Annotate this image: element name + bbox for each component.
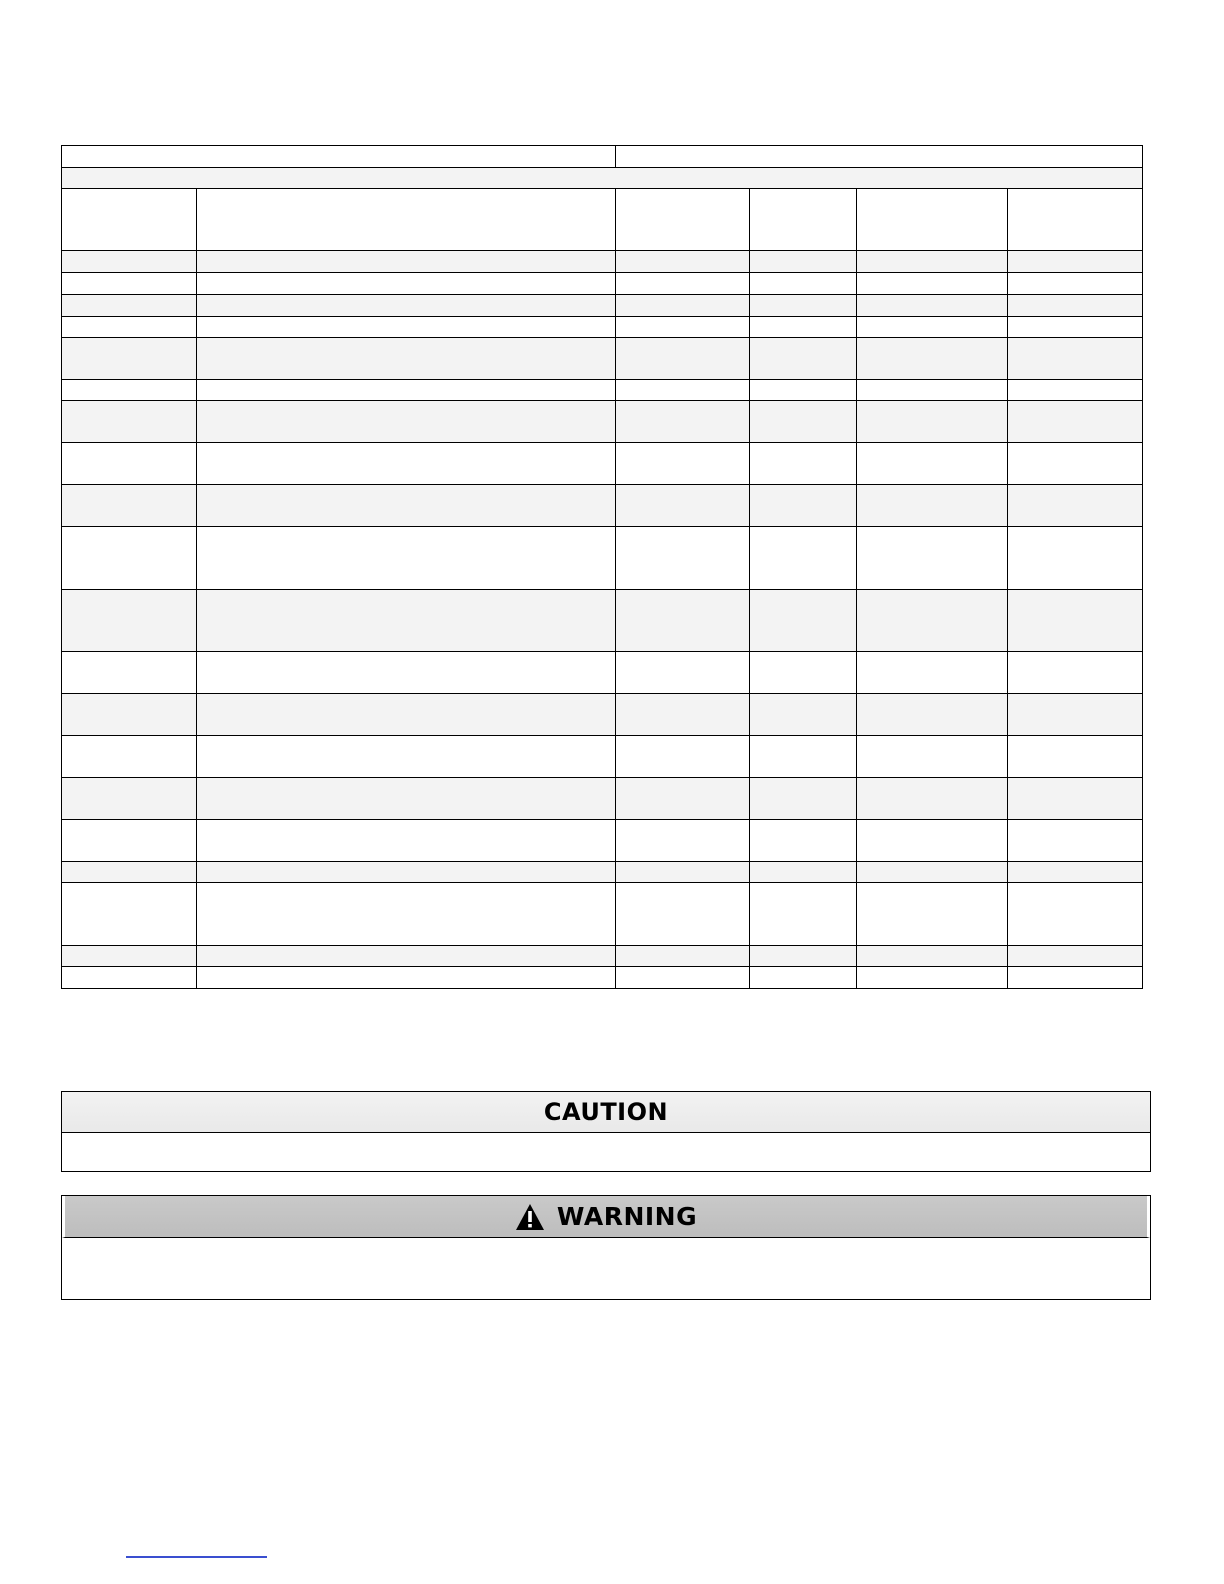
table-cell — [750, 652, 857, 694]
table-cell — [616, 443, 750, 485]
table-cell — [62, 189, 197, 251]
table-cell — [197, 883, 616, 946]
warning-notice — [61, 1195, 1151, 1300]
table-cell — [750, 883, 857, 946]
table-cell — [62, 485, 197, 527]
table-row — [62, 946, 1143, 967]
table-cell — [1008, 862, 1143, 883]
table-cell — [62, 168, 1143, 189]
table-cell — [62, 946, 197, 967]
table-row — [62, 443, 1143, 485]
table-cell — [750, 946, 857, 967]
table-cell — [197, 967, 616, 989]
table-cell — [616, 778, 750, 820]
table-cell — [1008, 317, 1143, 338]
table-cell — [616, 380, 750, 401]
table-cell — [616, 401, 750, 443]
table-body — [62, 146, 1143, 989]
table-cell — [1008, 401, 1143, 443]
table-row — [62, 736, 1143, 778]
table-cell — [62, 736, 197, 778]
table-cell — [857, 380, 1008, 401]
footer-link[interactable] — [126, 1556, 267, 1558]
caution-header — [62, 1092, 1150, 1133]
table-cell — [616, 694, 750, 736]
table-cell — [1008, 820, 1143, 862]
table-cell — [197, 590, 616, 652]
table-cell — [62, 380, 197, 401]
table-cell — [62, 338, 197, 380]
table-cell — [616, 273, 750, 295]
table-cell — [62, 778, 197, 820]
table-row — [62, 317, 1143, 338]
table-cell — [857, 443, 1008, 485]
table-cell — [62, 590, 197, 652]
table-cell — [857, 652, 1008, 694]
table-cell — [1008, 590, 1143, 652]
table-row — [62, 146, 1143, 168]
table-cell — [857, 820, 1008, 862]
table-cell — [1008, 189, 1143, 251]
table-cell — [197, 317, 616, 338]
table-cell — [857, 189, 1008, 251]
table-cell — [857, 778, 1008, 820]
warning-triangle-icon — [515, 1203, 545, 1231]
table-cell — [197, 778, 616, 820]
table-cell — [616, 652, 750, 694]
table-cell — [62, 401, 197, 443]
table-cell — [1008, 295, 1143, 317]
table-cell — [616, 590, 750, 652]
table-cell — [197, 946, 616, 967]
table-cell — [750, 862, 857, 883]
table-cell — [857, 401, 1008, 443]
table-cell — [616, 527, 750, 590]
table-cell — [857, 967, 1008, 989]
warning-body — [62, 1238, 1150, 1299]
table-cell — [750, 967, 857, 989]
caution-body — [62, 1133, 1150, 1172]
table-cell — [857, 295, 1008, 317]
table-row — [62, 862, 1143, 883]
table-cell — [616, 883, 750, 946]
table-cell — [62, 273, 197, 295]
table-cell — [197, 862, 616, 883]
table-cell — [197, 694, 616, 736]
table-cell — [750, 273, 857, 295]
table-cell — [197, 485, 616, 527]
warning-header — [62, 1196, 1150, 1238]
table-cell — [616, 820, 750, 862]
table-row — [62, 251, 1143, 273]
table-cell — [857, 317, 1008, 338]
table-cell — [1008, 967, 1143, 989]
table-cell — [750, 694, 857, 736]
table-cell — [197, 251, 616, 273]
table-row — [62, 401, 1143, 443]
table-cell — [616, 146, 1143, 168]
table-cell — [750, 590, 857, 652]
table-cell — [62, 862, 197, 883]
table-cell — [1008, 778, 1143, 820]
table-cell — [857, 946, 1008, 967]
table-cell — [857, 694, 1008, 736]
table-cell — [1008, 443, 1143, 485]
table-cell — [857, 736, 1008, 778]
table-row — [62, 652, 1143, 694]
table-cell — [616, 967, 750, 989]
table-cell — [62, 527, 197, 590]
table-cell — [1008, 273, 1143, 295]
table-cell — [62, 694, 197, 736]
table-cell — [616, 295, 750, 317]
table-cell — [616, 736, 750, 778]
table-cell — [750, 443, 857, 485]
table-cell — [197, 189, 616, 251]
table-row — [62, 820, 1143, 862]
table-cell — [197, 380, 616, 401]
table-row — [62, 485, 1143, 527]
table-cell — [750, 820, 857, 862]
table-cell — [750, 317, 857, 338]
table-cell — [857, 590, 1008, 652]
table-cell — [197, 273, 616, 295]
table-cell — [62, 317, 197, 338]
table-cell — [1008, 380, 1143, 401]
table-cell — [1008, 883, 1143, 946]
table-cell — [197, 295, 616, 317]
table-cell — [857, 251, 1008, 273]
table-cell — [616, 862, 750, 883]
table-cell — [616, 251, 750, 273]
table-row — [62, 380, 1143, 401]
table-cell — [62, 443, 197, 485]
table-row — [62, 338, 1143, 380]
table-cell — [750, 251, 857, 273]
table-row — [62, 168, 1143, 189]
table-cell — [750, 380, 857, 401]
table-cell — [62, 820, 197, 862]
table-cell — [750, 736, 857, 778]
table-cell — [616, 189, 750, 251]
table-cell — [1008, 485, 1143, 527]
warning-title: WARNING — [556, 1202, 698, 1231]
table-cell — [62, 652, 197, 694]
table-cell — [197, 443, 616, 485]
table-row — [62, 967, 1143, 989]
table-cell — [62, 967, 197, 989]
table-cell — [197, 652, 616, 694]
table-cell — [1008, 652, 1143, 694]
table-cell — [1008, 251, 1143, 273]
table-cell — [197, 401, 616, 443]
table-cell — [750, 189, 857, 251]
table-cell — [62, 295, 197, 317]
table-row — [62, 273, 1143, 295]
table-cell — [857, 883, 1008, 946]
table-cell — [1008, 527, 1143, 590]
table-cell — [857, 862, 1008, 883]
table-cell — [750, 338, 857, 380]
table-cell — [197, 736, 616, 778]
table-cell — [857, 273, 1008, 295]
table-cell — [750, 401, 857, 443]
table-row — [62, 883, 1143, 946]
table-cell — [197, 338, 616, 380]
table-cell — [616, 317, 750, 338]
table-cell — [62, 251, 197, 273]
table-cell — [1008, 736, 1143, 778]
table-cell — [1008, 694, 1143, 736]
table-cell — [857, 485, 1008, 527]
table-cell — [197, 820, 616, 862]
table-cell — [62, 146, 616, 168]
table-cell — [1008, 338, 1143, 380]
table-cell — [857, 527, 1008, 590]
table-cell — [616, 946, 750, 967]
table-cell — [750, 295, 857, 317]
table-cell — [1008, 946, 1143, 967]
table-row — [62, 590, 1143, 652]
table-row — [62, 527, 1143, 590]
specifications-table — [61, 145, 1143, 989]
table-cell — [197, 527, 616, 590]
table-cell — [750, 778, 857, 820]
table-cell — [750, 485, 857, 527]
table-row — [62, 694, 1143, 736]
table-row — [62, 778, 1143, 820]
table-row — [62, 189, 1143, 251]
table-cell — [616, 485, 750, 527]
table-row — [62, 295, 1143, 317]
table-cell — [62, 883, 197, 946]
table-cell — [750, 527, 857, 590]
caution-notice — [61, 1091, 1151, 1172]
table-cell — [616, 338, 750, 380]
caution-title: CAUTION — [543, 1098, 669, 1126]
table-cell — [857, 338, 1008, 380]
